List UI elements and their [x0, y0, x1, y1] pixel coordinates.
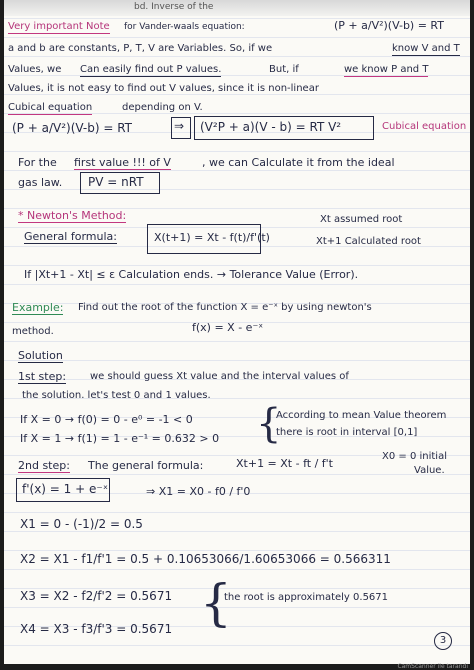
- cubic-rhs: (V²P + a)(V - b) = RT V²: [200, 120, 342, 134]
- cubic-arrow: ⇒: [174, 119, 185, 133]
- note-line3-emph: Can easily find out P values.: [80, 64, 222, 75]
- note-title: Very important Note: [8, 21, 110, 32]
- iteration-3: X3 = X2 - f2/f'2 = 0.5671: [20, 589, 173, 603]
- vdw-equation: (P + a/V²)(V-b) = RT: [334, 19, 444, 32]
- note-text1: for Vander-waals equation:: [124, 22, 245, 32]
- note-line3: Values, we: [8, 64, 62, 75]
- x1-formula: ⇒ X1 = X0 - f0 / f'0: [146, 485, 251, 498]
- step2-label: 2nd step:: [18, 459, 70, 472]
- example-label: Example:: [12, 301, 64, 314]
- notebook-page: [4, 0, 470, 664]
- newton-title: * Newton's Method:: [18, 209, 127, 222]
- first-value-c: , we can Calculate it from the ideal: [202, 156, 395, 169]
- mean-value-note-1: According to mean Value theorem: [276, 410, 447, 421]
- note-line3-c: But, if: [269, 64, 299, 75]
- page-fold-shadow: [4, 0, 470, 16]
- step2-text: The general formula:: [88, 459, 204, 472]
- brace-2: {: [200, 574, 232, 632]
- first-value-emph: first value !!! of V: [74, 156, 171, 169]
- stop-condition: If |Xt+1 - Xt| ≤ ε Calculation ends. → Tolerance Value (Error).: [24, 268, 359, 281]
- note-line3-d: we know P and T: [344, 64, 429, 75]
- newton-formula: X(t+1) = Xt - f(t)/f'(t): [154, 231, 270, 244]
- iteration-1: X1 = 0 - (-1)/2 = 0.5: [20, 517, 143, 531]
- solution-label: Solution: [18, 349, 63, 362]
- page-number: 3: [434, 632, 452, 650]
- x0-initial-2: Value.: [414, 465, 445, 476]
- cubic-label: Cubical equation: [382, 121, 467, 132]
- note-line2: a and b are constants, P, T, V are Variables. So, if we: [8, 43, 273, 54]
- x0-initial: X0 = 0 initial: [382, 451, 447, 462]
- note-line5-emph: Cubical equation: [8, 102, 93, 113]
- ideal-gas-formula: PV = nRT: [88, 175, 144, 189]
- cubic-lhs: (P + a/V²)(V-b) = RT: [12, 121, 132, 135]
- step1-text: we should guess Xt value and the interval values of: [90, 371, 349, 382]
- scanner-footer: CamScanner ile tarandı: [397, 663, 468, 670]
- first-value-d: gas law.: [18, 176, 63, 189]
- header-fragment: bd. Inverse of the: [134, 2, 214, 12]
- general-formula-label: General formula:: [24, 230, 117, 243]
- derivative: f'(x) = 1 + e⁻ˣ: [22, 482, 109, 496]
- test-x1: If X = 1 → f(1) = 1 - e⁻¹ = 0.632 > 0: [20, 432, 220, 445]
- mean-value-note-2: there is root in interval [0,1]: [276, 427, 418, 438]
- xt1-calculated-root: Xt+1 Calculated root: [316, 236, 421, 247]
- test-x0: If X = 0 → f(0) = 0 - e⁰ = -1 < 0: [20, 413, 193, 426]
- note-line4: Values, it is not easy to find out V values, since it is non-linear: [8, 83, 319, 94]
- brace-1: {: [256, 401, 282, 447]
- note-line2-emph: know V and T: [392, 43, 460, 54]
- xt-assumed-root: Xt assumed root: [320, 214, 403, 225]
- first-value-a: For the: [18, 156, 57, 169]
- example-text2: method.: [12, 326, 54, 337]
- note-line5: depending on V.: [122, 102, 203, 113]
- iteration-2: X2 = X1 - f1/f'1 = 0.5 + 0.10653066/1.60653066 = 0.566311: [20, 552, 391, 566]
- step1-label: 1st step:: [18, 370, 67, 383]
- example-text: Find out the root of the function X = e⁻ˣ by using newton's: [78, 302, 372, 313]
- conclusion: the root is approximately 0.5671: [224, 592, 389, 603]
- step2-formula: Xt+1 = Xt - ft / f't: [236, 457, 333, 470]
- example-function: f(x) = X - e⁻ˣ: [192, 321, 264, 334]
- iteration-4: X4 = X3 - f3/f'3 = 0.5671: [20, 622, 173, 636]
- step1-text2: the solution. let's test 0 and 1 values.: [22, 390, 211, 401]
